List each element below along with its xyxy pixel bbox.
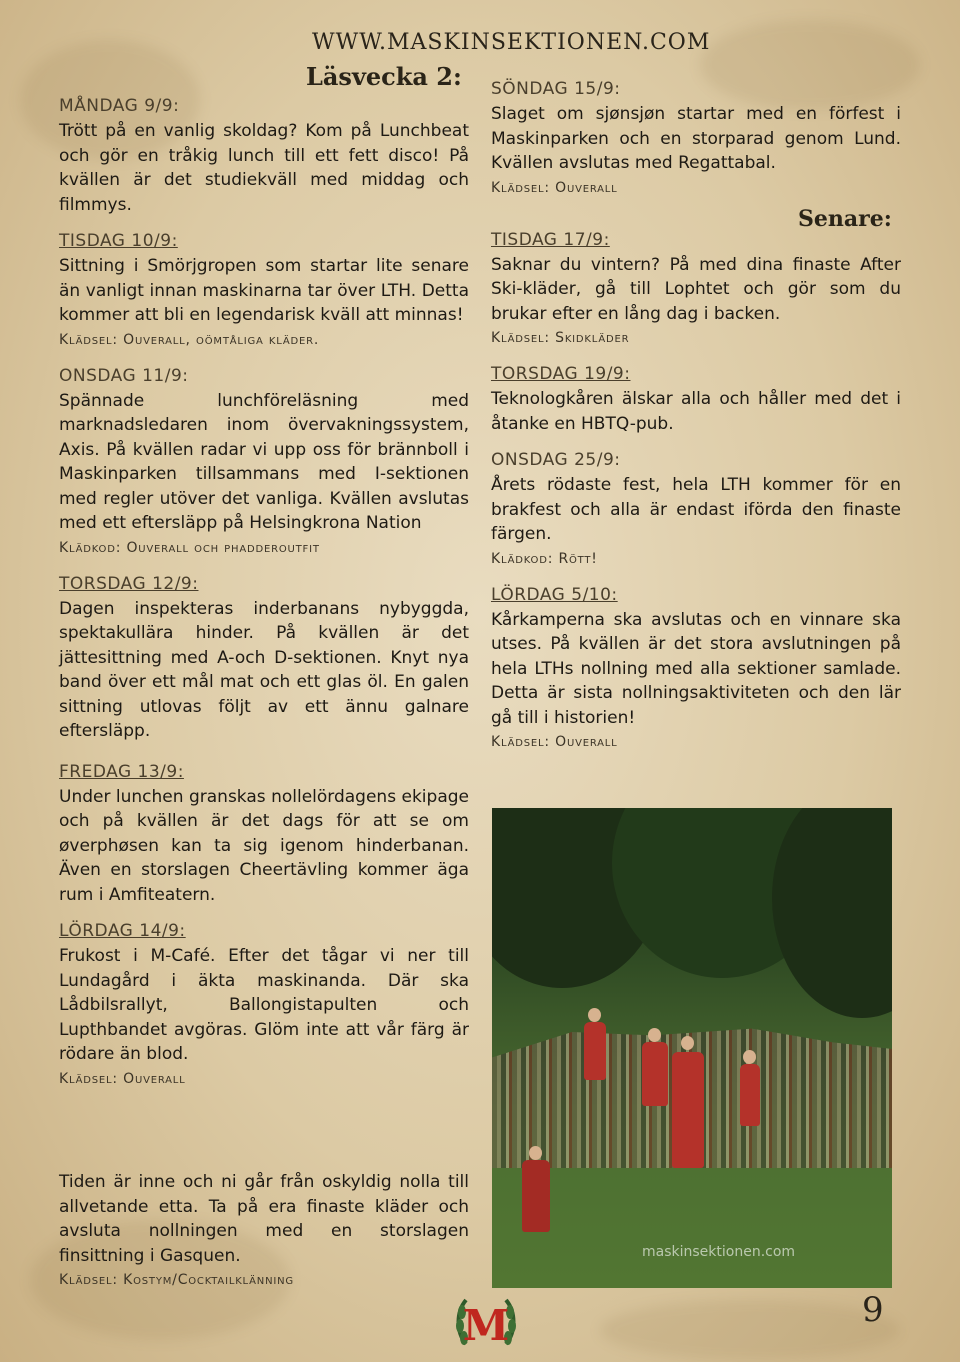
day-heading: LÖRDAG 14/9:: [59, 921, 186, 941]
photo-watermark: maskinsektionen.com: [642, 1244, 796, 1260]
day-entry: [59, 94, 469, 217]
day-description: Spännade lunchföreläsning med marknadsledaren inom övervakningssystem, Axis. På kvällen radar vi upp oss för brännboll i Maskinparken tillsammans med I-sektionen med regler utöver det vanliga. Kvällen avslutas med ett eftersläpp på Helsingkrona Nation: [59, 390, 469, 533]
day-entry: [59, 572, 469, 744]
day-entry: [491, 583, 901, 755]
day-heading: TORSDAG 19/9:: [491, 364, 631, 384]
event-photo: [492, 808, 892, 1288]
site-url: WWW.MASKINSEKTIONEN.COM: [312, 30, 711, 55]
day-description: Trött på en vanlig skoldag? Kom på Lunchbeat och gör en tråkig lunch till ett fett disco! På kvällen är det studiekväll med middag och filmmys.: [59, 121, 469, 215]
day-entry: [59, 364, 469, 560]
day-entry: [491, 448, 901, 571]
day-description: Dagen inspekteras inderbanans nybyggda, spektakullära hinder. På kvällen är det jättesittning med A-och D-sektionen. Knyt nya band över ett mål mat och ett glas öl. En galen sittning utlovas följt av ett ännu galnare eftersläpp.: [59, 598, 469, 741]
svg-text:M: M: [462, 1301, 510, 1350]
day-entry: [491, 228, 901, 351]
day-heading: ONSDAG 11/9:: [59, 365, 189, 386]
day-heading: SÖNDAG 15/9:: [491, 79, 621, 99]
day-heading: LÖRDAG 5/10:: [491, 584, 618, 605]
right-column: [491, 77, 901, 754]
page-number: 9: [862, 1290, 884, 1330]
day-entry: [491, 362, 901, 436]
closing-text: Tiden är inne och ni går från oskyldig nolla till allvetande etta. Ta på era finaste kläder och avsluta nollningen med en storslagen finsittning i Gasquen.: [59, 1172, 469, 1266]
left-column: [59, 94, 469, 1091]
day-heading: ONSDAG 25/9:: [491, 450, 621, 470]
dress-code: Klädsel: Ouverall: [491, 734, 618, 750]
day-entry: [491, 77, 901, 200]
day-description: Kårkamperna ska avslutas och en vinnare ska utses. På kvällen är det stora avslutningen på hela LTHs nollning med alla sektioner samlade. Detta är sista nollningsaktiviteten och den lär gå till i historien!: [491, 609, 901, 728]
dress-code: Klädsel: Ouverall, oömtåliga kläder.: [59, 331, 320, 348]
day-description: Årets rödaste fest, hela LTH kommer för en brakfest och alla är endast iförda den finaste färgen.: [491, 475, 901, 544]
dress-code: Klädsel: Skidkläder: [491, 330, 630, 346]
day-description: Slaget om sjønsjøn startar med en förfest i Maskinparken och en storparad genom Lund. Kvällen avslutas med Regattabal.: [491, 104, 901, 173]
dress-code: Klädkod: Rött!: [491, 550, 598, 567]
later-title: Senare:: [798, 206, 892, 232]
day-entry: [59, 919, 469, 1091]
dress-code: Klädkod: Ouverall och phadderoutfit: [59, 539, 320, 556]
day-description: Sittning i Smörjgropen som startar lite senare än vanligt innan maskinarna tar över LTH. Detta kommer att bli en legendarisk kväll att minnas!: [59, 256, 469, 325]
day-heading: MÅNDAG 9/9:: [59, 96, 180, 116]
m-laurel-logo-icon: [454, 1290, 518, 1352]
dress-code: Klädsel: Ouverall: [59, 1070, 186, 1087]
dress-code: Klädsel: Kostym/Cocktailklänning: [59, 1272, 294, 1288]
day-description: Saknar du vintern? På med dina finaste After Ski-kläder, gå till Lophtet och gör som du brukar efter en lång dag i backen.: [491, 254, 901, 324]
day-heading: TISDAG 17/9:: [491, 229, 610, 250]
day-description: Under lunchen granskas nollelördagens ekipage och på kvällen är det dags för att se om øverphøsen kan ta sig igenom hinderbanan. Även en storslagen Cheertävling kommer äga rum i Amfiteatern.: [59, 786, 469, 905]
day-description: Teknologkåren älskar alla och håller med det i åtanke en HBTQ-pub.: [491, 389, 901, 434]
day-heading: TISDAG 10/9:: [59, 231, 178, 251]
day-heading: FREDAG 13/9:: [59, 761, 184, 782]
day-entry: [59, 760, 469, 908]
day-heading: TORSDAG 12/9:: [59, 573, 199, 594]
dress-code: Klädsel: Ouverall: [491, 179, 618, 196]
day-entry: [59, 229, 469, 352]
week-title: Läsvecka 2:: [306, 62, 462, 91]
closing-section: [59, 1170, 469, 1292]
day-description: Frukost i M-Café. Efter det tågar vi ner till Lundagård i äkta maskinanda. Där ska Lådbilsrallyt, Ballongistapulten och Lupthbandet avgöras. Glöm inte att vår färg är rödare än blod.: [59, 946, 469, 1064]
